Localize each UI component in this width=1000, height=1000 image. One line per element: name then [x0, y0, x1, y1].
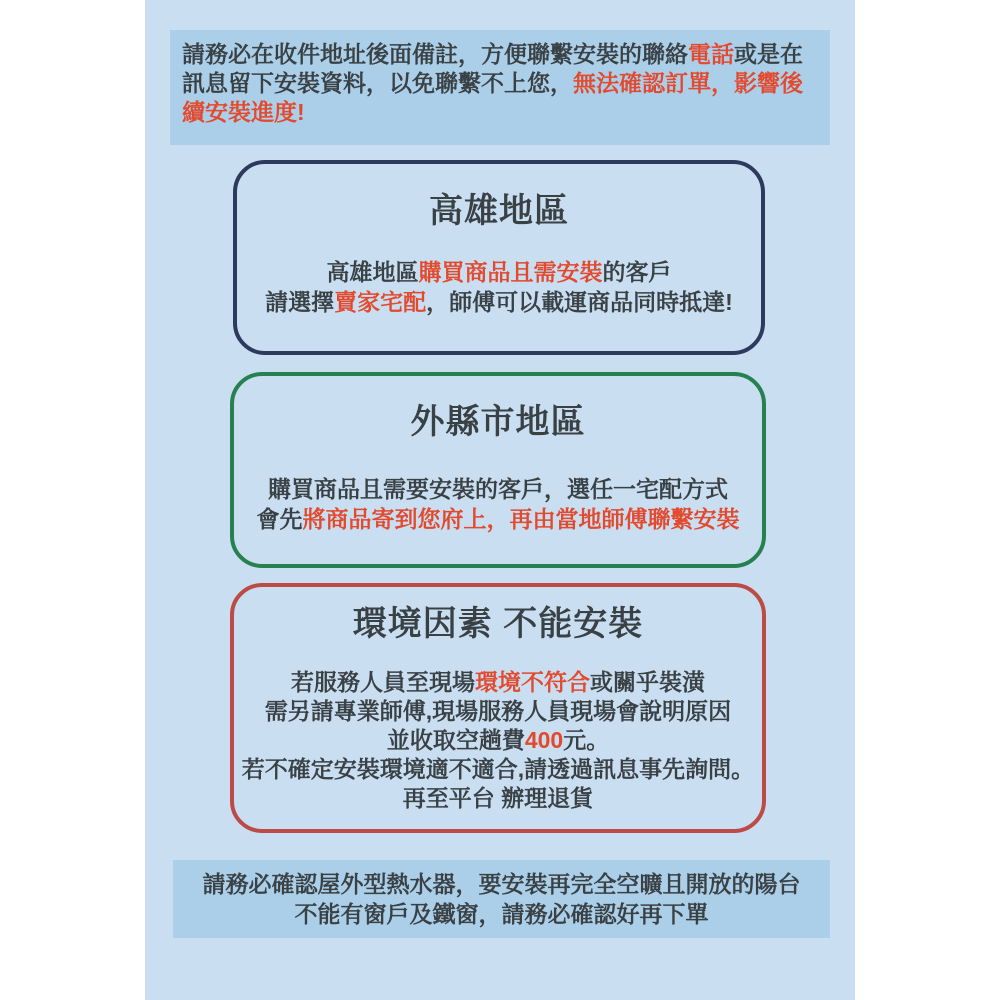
notice-line: [182, 69, 818, 98]
top-notice-panel: [170, 30, 830, 145]
text-segment: 請務必確認屋外型熱水器，要安裝再完全空曠且開放的陽台: [202, 871, 801, 897]
text-segment: 購買商品且需要安裝的客戶，選任一宅配方式: [268, 476, 728, 502]
notice-line: [182, 98, 818, 127]
kaohsiung-area-box: [233, 160, 765, 355]
content-column: [145, 0, 855, 1000]
notice-line: [295, 899, 709, 929]
highlighted-text: 將商品寄到您府上，再由當地師傅聯繫安裝: [302, 506, 740, 532]
text-segment: 或關乎裝潢: [590, 669, 705, 695]
body-line: [403, 784, 593, 813]
highlighted-text: 環境不符合: [475, 669, 590, 695]
box-title: 環境因素 不能安裝: [352, 605, 644, 643]
body-line: [268, 474, 728, 504]
body-line: [265, 697, 731, 726]
text-segment: 的客戶: [602, 259, 672, 285]
body-line: [242, 755, 754, 784]
text-segment: 元。: [563, 727, 610, 753]
body-line: [327, 257, 672, 287]
highlighted-text: 續安裝進度!: [182, 99, 305, 125]
other-counties-box: [230, 372, 766, 568]
text-segment: 不能有窗戶及鐵窗，請務必確認好再下單: [294, 901, 709, 927]
text-segment: 並收取空趟費: [386, 727, 525, 753]
box-body: [234, 474, 762, 534]
highlighted-text: 電話: [688, 41, 734, 67]
text-segment: 若不確定安裝環境適不適合,請透過訊息事先詢問。: [241, 756, 755, 782]
text-segment: 再至平台 辦理退貨: [402, 785, 594, 811]
text-segment: 高雄地區: [326, 259, 419, 285]
text-segment: 或是在: [734, 41, 803, 67]
bottom-notice-panel: [173, 860, 830, 938]
body-line: [387, 726, 609, 755]
body-line: [257, 504, 740, 534]
notice-line: [203, 869, 801, 899]
highlighted-text: 無法確認訂單，影響後: [573, 70, 803, 96]
box-title: 高雄地區: [429, 192, 569, 230]
box-title: 外縣市地區: [410, 403, 586, 441]
body-line: [265, 287, 733, 317]
text-segment: 若服務人員至現場: [291, 669, 475, 695]
text-segment: 請選擇: [265, 289, 335, 315]
text-segment: 訊息留下安裝資料，以免聯繫不上您，: [182, 70, 573, 96]
text-segment: 請務必在收件地址後面備註，方便聯繫安裝的聯絡: [182, 41, 688, 67]
body-line: [291, 668, 705, 697]
text-segment: 需另請專業師傅,現場服務人員現場會說明原因: [264, 698, 732, 724]
notice-line: [182, 40, 818, 69]
highlighted-text: 400: [524, 727, 564, 753]
highlighted-text: 購買商品且需安裝: [418, 259, 603, 285]
environment-cannot-install-box: [230, 583, 766, 833]
box-body: [234, 668, 762, 813]
box-body: [237, 257, 761, 317]
highlighted-text: 賣家宅配: [334, 289, 427, 315]
text-segment: ，師傅可以載運商品同時抵達!: [426, 289, 733, 315]
text-segment: 會先: [256, 506, 303, 532]
